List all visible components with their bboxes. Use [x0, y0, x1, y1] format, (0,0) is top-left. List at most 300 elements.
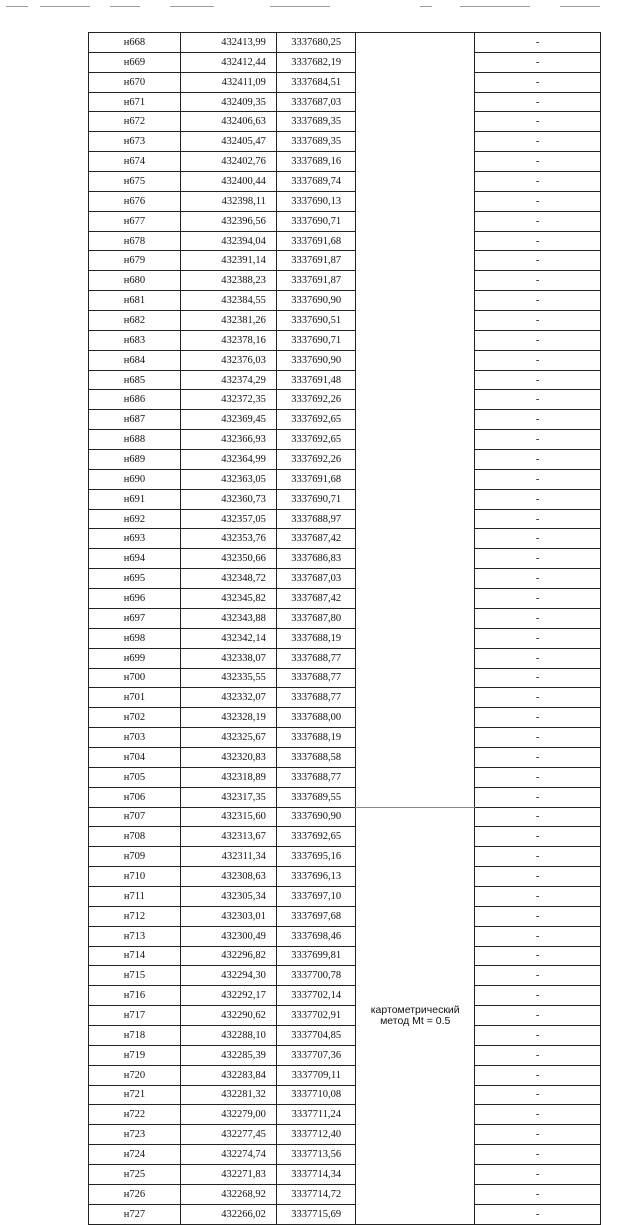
table-row [89, 291, 601, 311]
y-coordinate-cell: 3337689,16 [276, 152, 355, 172]
x-coordinate-cell: 432342,14 [180, 628, 276, 648]
y-coordinate-cell: 3337690,90 [276, 291, 355, 311]
y-coordinate-cell: 3337707,36 [276, 1045, 355, 1065]
x-coordinate-cell: 432283,84 [180, 1065, 276, 1085]
error-value-cell: - [475, 450, 601, 470]
x-coordinate-cell: 432413,99 [180, 33, 276, 53]
y-coordinate-cell: 3337684,51 [276, 72, 355, 92]
point-id-cell: н673 [89, 132, 181, 152]
x-coordinate-cell: 432384,55 [180, 291, 276, 311]
table-row [89, 1184, 601, 1204]
y-coordinate-cell: 3337690,90 [276, 350, 355, 370]
point-id-cell: н678 [89, 231, 181, 251]
y-coordinate-cell: 3337715,69 [276, 1204, 355, 1224]
point-id-cell: н705 [89, 767, 181, 787]
point-id-cell: н691 [89, 489, 181, 509]
table-row [89, 1045, 601, 1065]
table-row [89, 469, 601, 489]
point-id-cell: н715 [89, 966, 181, 986]
point-id-cell: н711 [89, 886, 181, 906]
table-row [89, 1125, 601, 1145]
y-coordinate-cell: 3337688,77 [276, 648, 355, 668]
error-value-cell: - [475, 72, 601, 92]
x-coordinate-cell: 432311,34 [180, 847, 276, 867]
x-coordinate-cell: 432343,88 [180, 608, 276, 628]
table-row [89, 271, 601, 291]
table-row [89, 330, 601, 350]
table-row [89, 52, 601, 72]
table-row [89, 1204, 601, 1224]
error-value-cell: - [475, 608, 601, 628]
point-id-cell: н698 [89, 628, 181, 648]
error-value-cell: - [475, 1145, 601, 1165]
x-coordinate-cell: 432369,45 [180, 410, 276, 430]
method-cell: картометрический метод Mt = 0.5 [356, 807, 475, 1224]
table-row [89, 410, 601, 430]
table-row [89, 608, 601, 628]
table-row [89, 172, 601, 192]
table-row [89, 390, 601, 410]
table-row [89, 152, 601, 172]
table-row [89, 946, 601, 966]
point-id-cell: н694 [89, 549, 181, 569]
y-coordinate-cell: 3337689,35 [276, 112, 355, 132]
x-coordinate-cell: 432353,76 [180, 529, 276, 549]
x-coordinate-cell: 432317,35 [180, 787, 276, 807]
x-coordinate-cell: 432315,60 [180, 807, 276, 827]
y-coordinate-cell: 3337690,71 [276, 330, 355, 350]
x-coordinate-cell: 432364,99 [180, 450, 276, 470]
error-value-cell: - [475, 906, 601, 926]
table-row [89, 1025, 601, 1045]
y-coordinate-cell: 3337687,42 [276, 589, 355, 609]
y-coordinate-cell: 3337698,46 [276, 926, 355, 946]
y-coordinate-cell: 3337680,25 [276, 33, 355, 53]
y-coordinate-cell: 3337702,91 [276, 1006, 355, 1026]
table-row [89, 450, 601, 470]
error-value-cell: - [475, 1184, 601, 1204]
table-row [89, 886, 601, 906]
point-id-cell: н719 [89, 1045, 181, 1065]
x-coordinate-cell: 432271,83 [180, 1164, 276, 1184]
table-row [89, 1145, 601, 1165]
table-row [89, 92, 601, 112]
error-value-cell: - [475, 211, 601, 231]
point-id-cell: н669 [89, 52, 181, 72]
point-id-cell: н674 [89, 152, 181, 172]
table-row [89, 1085, 601, 1105]
table-row [89, 211, 601, 231]
x-coordinate-cell: 432285,39 [180, 1045, 276, 1065]
point-id-cell: н688 [89, 430, 181, 450]
point-id-cell: н685 [89, 370, 181, 390]
x-coordinate-cell: 432348,72 [180, 569, 276, 589]
error-value-cell: - [475, 668, 601, 688]
error-value-cell: - [475, 1164, 601, 1184]
x-coordinate-cell: 432396,56 [180, 211, 276, 231]
y-coordinate-cell: 3337691,68 [276, 469, 355, 489]
error-value-cell: - [475, 52, 601, 72]
point-id-cell: н696 [89, 589, 181, 609]
table-row [89, 906, 601, 926]
table-row [89, 350, 601, 370]
x-coordinate-cell: 432328,19 [180, 708, 276, 728]
point-id-cell: н703 [89, 728, 181, 748]
error-value-cell: - [475, 1085, 601, 1105]
point-id-cell: н702 [89, 708, 181, 728]
x-coordinate-cell: 432409,35 [180, 92, 276, 112]
point-id-cell: н668 [89, 33, 181, 53]
point-id-cell: н725 [89, 1164, 181, 1184]
x-coordinate-cell: 432411,09 [180, 72, 276, 92]
error-value-cell: - [475, 1045, 601, 1065]
table-row [89, 191, 601, 211]
x-coordinate-cell: 432305,34 [180, 886, 276, 906]
point-id-cell: н684 [89, 350, 181, 370]
error-value-cell: - [475, 33, 601, 53]
x-coordinate-cell: 432402,76 [180, 152, 276, 172]
y-coordinate-cell: 3337689,35 [276, 132, 355, 152]
x-coordinate-cell: 432274,74 [180, 1145, 276, 1165]
error-value-cell: - [475, 767, 601, 787]
table-row [89, 708, 601, 728]
table-row [89, 231, 601, 251]
point-id-cell: н683 [89, 330, 181, 350]
error-value-cell: - [475, 350, 601, 370]
table-row [89, 72, 601, 92]
x-coordinate-cell: 432290,62 [180, 1006, 276, 1026]
y-coordinate-cell: 3337691,87 [276, 271, 355, 291]
x-coordinate-cell: 432281,32 [180, 1085, 276, 1105]
y-coordinate-cell: 3337689,74 [276, 172, 355, 192]
point-id-cell: н686 [89, 390, 181, 410]
x-coordinate-cell: 432391,14 [180, 251, 276, 271]
x-coordinate-cell: 432400,44 [180, 172, 276, 192]
x-coordinate-cell: 432374,29 [180, 370, 276, 390]
point-id-cell: н706 [89, 787, 181, 807]
y-coordinate-cell: 3337686,83 [276, 549, 355, 569]
x-coordinate-cell: 432332,07 [180, 688, 276, 708]
y-coordinate-cell: 3337687,42 [276, 529, 355, 549]
x-coordinate-cell: 432318,89 [180, 767, 276, 787]
y-coordinate-cell: 3337689,55 [276, 787, 355, 807]
table-row [89, 668, 601, 688]
point-id-cell: н670 [89, 72, 181, 92]
error-value-cell: - [475, 251, 601, 271]
table-row [89, 1105, 601, 1125]
y-coordinate-cell: 3337690,13 [276, 191, 355, 211]
x-coordinate-cell: 432378,16 [180, 330, 276, 350]
x-coordinate-cell: 432335,55 [180, 668, 276, 688]
table-row [89, 1006, 601, 1026]
y-coordinate-cell: 3337696,13 [276, 867, 355, 887]
point-id-cell: н704 [89, 747, 181, 767]
error-value-cell: - [475, 489, 601, 509]
point-id-cell: н710 [89, 867, 181, 887]
y-coordinate-cell: 3337682,19 [276, 52, 355, 72]
point-id-cell: н692 [89, 509, 181, 529]
point-id-cell: н689 [89, 450, 181, 470]
y-coordinate-cell: 3337687,03 [276, 92, 355, 112]
point-id-cell: н713 [89, 926, 181, 946]
table-row [89, 688, 601, 708]
table-row [89, 549, 601, 569]
y-coordinate-cell: 3337688,19 [276, 628, 355, 648]
point-id-cell: н701 [89, 688, 181, 708]
x-coordinate-cell: 432357,05 [180, 509, 276, 529]
point-id-cell: н675 [89, 172, 181, 192]
y-coordinate-cell: 3337712,40 [276, 1125, 355, 1145]
error-value-cell: - [475, 1125, 601, 1145]
table-row [89, 1065, 601, 1085]
error-value-cell: - [475, 966, 601, 986]
y-coordinate-cell: 3337692,26 [276, 450, 355, 470]
x-coordinate-cell: 432388,23 [180, 271, 276, 291]
error-value-cell: - [475, 1065, 601, 1085]
table-row [89, 251, 601, 271]
y-coordinate-cell: 3337687,80 [276, 608, 355, 628]
point-id-cell: н700 [89, 668, 181, 688]
error-value-cell: - [475, 112, 601, 132]
point-id-cell: н709 [89, 847, 181, 867]
x-coordinate-cell: 432398,11 [180, 191, 276, 211]
error-value-cell: - [475, 747, 601, 767]
x-coordinate-cell: 432360,73 [180, 489, 276, 509]
point-id-cell: н720 [89, 1065, 181, 1085]
error-value-cell: - [475, 886, 601, 906]
y-coordinate-cell: 3337688,00 [276, 708, 355, 728]
coordinates-table [88, 32, 601, 1225]
x-coordinate-cell: 432372,35 [180, 390, 276, 410]
error-value-cell: - [475, 688, 601, 708]
table-row [89, 589, 601, 609]
table-row [89, 926, 601, 946]
table-row [89, 628, 601, 648]
point-id-cell: н687 [89, 410, 181, 430]
point-id-cell: н708 [89, 827, 181, 847]
error-value-cell: - [475, 469, 601, 489]
table-row [89, 370, 601, 390]
point-id-cell: н695 [89, 569, 181, 589]
error-value-cell: - [475, 509, 601, 529]
point-id-cell: н716 [89, 986, 181, 1006]
point-id-cell: н677 [89, 211, 181, 231]
table-row [89, 847, 601, 867]
error-value-cell: - [475, 390, 601, 410]
error-value-cell: - [475, 827, 601, 847]
table-row [89, 311, 601, 331]
error-value-cell: - [475, 926, 601, 946]
y-coordinate-cell: 3337692,26 [276, 390, 355, 410]
x-coordinate-cell: 432338,07 [180, 648, 276, 668]
x-coordinate-cell: 432296,82 [180, 946, 276, 966]
error-value-cell: - [475, 847, 601, 867]
error-value-cell: - [475, 529, 601, 549]
y-coordinate-cell: 3337692,65 [276, 430, 355, 450]
table-row [89, 728, 601, 748]
table-row [89, 787, 601, 807]
point-id-cell: н721 [89, 1085, 181, 1105]
x-coordinate-cell: 432277,45 [180, 1125, 276, 1145]
x-coordinate-cell: 432294,30 [180, 966, 276, 986]
table-row [89, 867, 601, 887]
error-value-cell: - [475, 191, 601, 211]
error-value-cell: - [475, 1006, 601, 1026]
x-coordinate-cell: 432292,17 [180, 986, 276, 1006]
y-coordinate-cell: 3337688,77 [276, 767, 355, 787]
error-value-cell: - [475, 549, 601, 569]
y-coordinate-cell: 3337714,34 [276, 1164, 355, 1184]
y-coordinate-cell: 3337702,14 [276, 986, 355, 1006]
x-coordinate-cell: 432350,66 [180, 549, 276, 569]
error-value-cell: - [475, 569, 601, 589]
error-value-cell: - [475, 867, 601, 887]
y-coordinate-cell: 3337711,24 [276, 1105, 355, 1125]
point-id-cell: н697 [89, 608, 181, 628]
error-value-cell: - [475, 271, 601, 291]
error-value-cell: - [475, 1105, 601, 1125]
point-id-cell: н714 [89, 946, 181, 966]
y-coordinate-cell: 3337692,65 [276, 827, 355, 847]
y-coordinate-cell: 3337691,68 [276, 231, 355, 251]
y-coordinate-cell: 3337691,87 [276, 251, 355, 271]
table-row [89, 966, 601, 986]
x-coordinate-cell: 432394,04 [180, 231, 276, 251]
method-cell-upper [356, 33, 475, 808]
error-value-cell: - [475, 172, 601, 192]
error-value-cell: - [475, 92, 601, 112]
y-coordinate-cell: 3337688,77 [276, 688, 355, 708]
error-value-cell: - [475, 728, 601, 748]
error-value-cell: - [475, 330, 601, 350]
table-row [89, 986, 601, 1006]
point-id-cell: н681 [89, 291, 181, 311]
error-value-cell: - [475, 370, 601, 390]
error-value-cell: - [475, 589, 601, 609]
y-coordinate-cell: 3337691,48 [276, 370, 355, 390]
y-coordinate-cell: 3337688,58 [276, 747, 355, 767]
error-value-cell: - [475, 410, 601, 430]
error-value-cell: - [475, 807, 601, 827]
x-coordinate-cell: 432300,49 [180, 926, 276, 946]
error-value-cell: - [475, 1204, 601, 1224]
table-row [89, 529, 601, 549]
y-coordinate-cell: 3337690,90 [276, 807, 355, 827]
y-coordinate-cell: 3337687,03 [276, 569, 355, 589]
table-row [89, 1164, 601, 1184]
error-value-cell: - [475, 986, 601, 1006]
point-id-cell: н680 [89, 271, 181, 291]
x-coordinate-cell: 432366,93 [180, 430, 276, 450]
point-id-cell: н682 [89, 311, 181, 331]
x-coordinate-cell: 432406,63 [180, 112, 276, 132]
coordinates-table-body [89, 33, 601, 1225]
error-value-cell: - [475, 946, 601, 966]
point-id-cell: н718 [89, 1025, 181, 1045]
point-id-cell: н671 [89, 92, 181, 112]
x-coordinate-cell: 432303,01 [180, 906, 276, 926]
point-id-cell: н699 [89, 648, 181, 668]
y-coordinate-cell: 3337713,56 [276, 1145, 355, 1165]
x-coordinate-cell: 432266,02 [180, 1204, 276, 1224]
table-row [89, 807, 601, 827]
point-id-cell: н722 [89, 1105, 181, 1125]
point-id-cell: н679 [89, 251, 181, 271]
point-id-cell: н717 [89, 1006, 181, 1026]
y-coordinate-cell: 3337690,51 [276, 311, 355, 331]
error-value-cell: - [475, 231, 601, 251]
point-id-cell: н727 [89, 1204, 181, 1224]
point-id-cell: н726 [89, 1184, 181, 1204]
point-id-cell: н672 [89, 112, 181, 132]
y-coordinate-cell: 3337697,68 [276, 906, 355, 926]
x-coordinate-cell: 432381,26 [180, 311, 276, 331]
point-id-cell: н693 [89, 529, 181, 549]
y-coordinate-cell: 3337710,08 [276, 1085, 355, 1105]
y-coordinate-cell: 3337688,77 [276, 668, 355, 688]
y-coordinate-cell: 3337714,72 [276, 1184, 355, 1204]
table-row [89, 509, 601, 529]
x-coordinate-cell: 432376,03 [180, 350, 276, 370]
x-coordinate-cell: 432405,47 [180, 132, 276, 152]
error-value-cell: - [475, 311, 601, 331]
error-value-cell: - [475, 152, 601, 172]
table-row [89, 33, 601, 53]
y-coordinate-cell: 3337690,71 [276, 489, 355, 509]
point-id-cell: н676 [89, 191, 181, 211]
x-coordinate-cell: 432325,67 [180, 728, 276, 748]
y-coordinate-cell: 3337688,19 [276, 728, 355, 748]
x-coordinate-cell: 432320,83 [180, 747, 276, 767]
point-id-cell: н690 [89, 469, 181, 489]
error-value-cell: - [475, 132, 601, 152]
table-row [89, 112, 601, 132]
x-coordinate-cell: 432288,10 [180, 1025, 276, 1045]
y-coordinate-cell: 3337699,81 [276, 946, 355, 966]
table-row [89, 767, 601, 787]
x-coordinate-cell: 432363,05 [180, 469, 276, 489]
point-id-cell: н707 [89, 807, 181, 827]
error-value-cell: - [475, 430, 601, 450]
point-id-cell: н712 [89, 906, 181, 926]
scan-artifact-line [0, 6, 640, 10]
table-row [89, 569, 601, 589]
y-coordinate-cell: 3337704,85 [276, 1025, 355, 1045]
y-coordinate-cell: 3337697,10 [276, 886, 355, 906]
x-coordinate-cell: 432313,67 [180, 827, 276, 847]
x-coordinate-cell: 432412,44 [180, 52, 276, 72]
point-id-cell: н723 [89, 1125, 181, 1145]
y-coordinate-cell: 3337709,11 [276, 1065, 355, 1085]
x-coordinate-cell: 432308,63 [180, 867, 276, 887]
error-value-cell: - [475, 787, 601, 807]
table-row [89, 827, 601, 847]
error-value-cell: - [475, 1025, 601, 1045]
table-row [89, 747, 601, 767]
table-row [89, 430, 601, 450]
error-value-cell: - [475, 291, 601, 311]
y-coordinate-cell: 3337700,78 [276, 966, 355, 986]
error-value-cell: - [475, 628, 601, 648]
table-row [89, 132, 601, 152]
x-coordinate-cell: 432268,92 [180, 1184, 276, 1204]
error-value-cell: - [475, 648, 601, 668]
table-row [89, 489, 601, 509]
y-coordinate-cell: 3337688,97 [276, 509, 355, 529]
y-coordinate-cell: 3337692,65 [276, 410, 355, 430]
x-coordinate-cell: 432345,82 [180, 589, 276, 609]
y-coordinate-cell: 3337695,16 [276, 847, 355, 867]
